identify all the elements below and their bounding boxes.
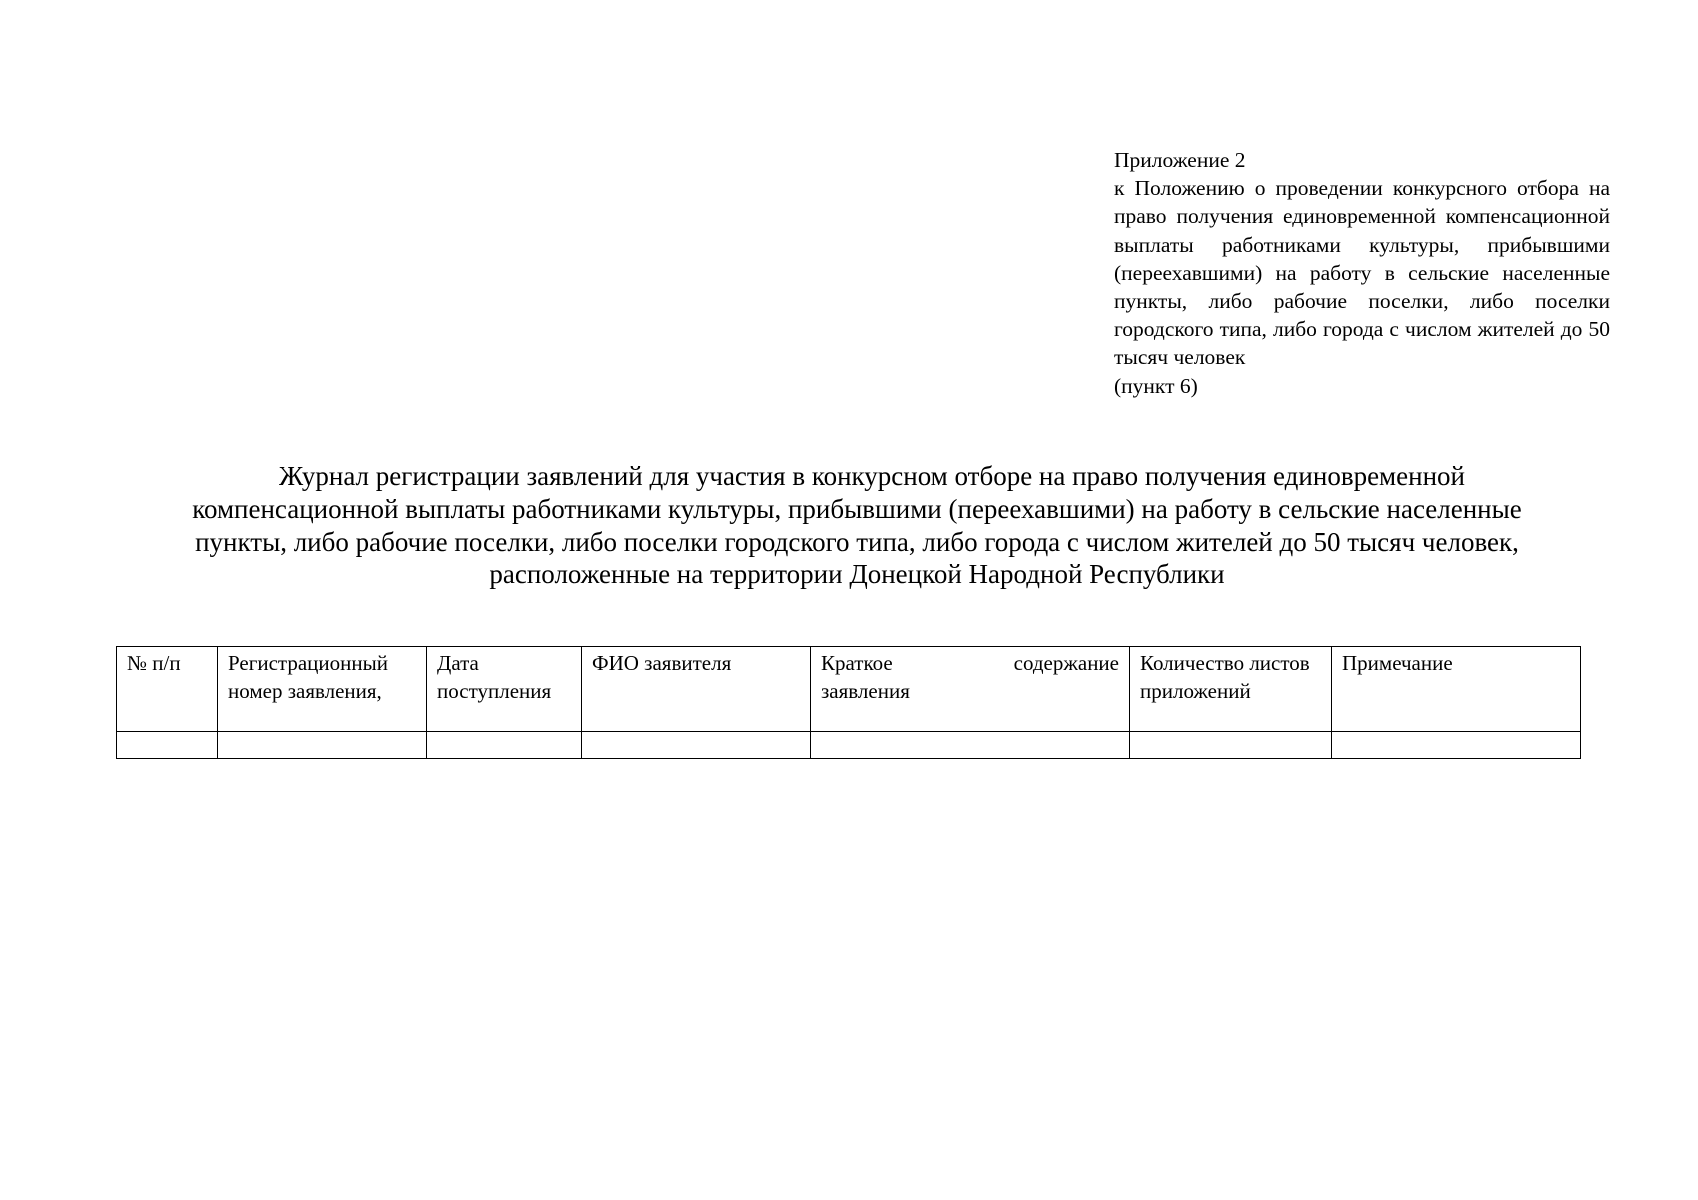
appendix-heading: Приложение 2 [1114,148,1246,172]
table-cell [1130,732,1332,759]
column-header-number: № п/п [117,647,218,732]
journal-title-line: компенсационной выплаты работниками культуры, прибывшими (переехавшими) на работу в сельские населенные [192,493,1522,524]
column-header-applicant-name: ФИО заявителя [582,647,811,732]
table-cell [117,732,218,759]
table-cell [1332,732,1581,759]
column-header-attachment-sheets: Количество листов приложений [1130,647,1332,732]
table-header-row [117,647,1581,732]
column-header-summary-word: заявления [821,679,910,703]
registration-table [116,646,1581,759]
column-header-date-received: Дата поступления [427,647,582,732]
table-cell [811,732,1130,759]
journal-title-line: Журнал регистрации заявлений для участия в конкурсном отборе на право получения единовременной [279,461,1465,491]
table-row [117,732,1581,759]
journal-title-line: пункты, либо рабочие поселки, либо поселки городского типа, либо города с числом жителей до 50 тысяч человек, [195,526,1519,557]
journal-title [138,460,1576,591]
table-cell [427,732,582,759]
table-cell [218,732,427,759]
column-header-summary-word: содержание [1013,651,1119,675]
appendix-reference: (пункт 6) [1114,373,1198,398]
appendix-text: к Положению о проведении конкурсного отбора на право получения единовременной компенсационной выплаты работниками культуры, прибывшими (переехавшими) на работу в сельские населенные пункты, либо рабочие поселки, либо поселки городского типа, либо города с числом жителей до 50 тысяч человек [1114,176,1610,370]
column-header-registration-number: Регистрационный номер заявления, [218,647,427,732]
column-header-summary-word: Краткое [821,651,893,675]
column-header-summary [811,647,1130,732]
table-cell [582,732,811,759]
journal-title-line: расположенные на территории Донецкой Народной Республики [489,559,1225,590]
column-header-notes: Примечание [1332,647,1581,732]
appendix-block [1114,146,1610,400]
